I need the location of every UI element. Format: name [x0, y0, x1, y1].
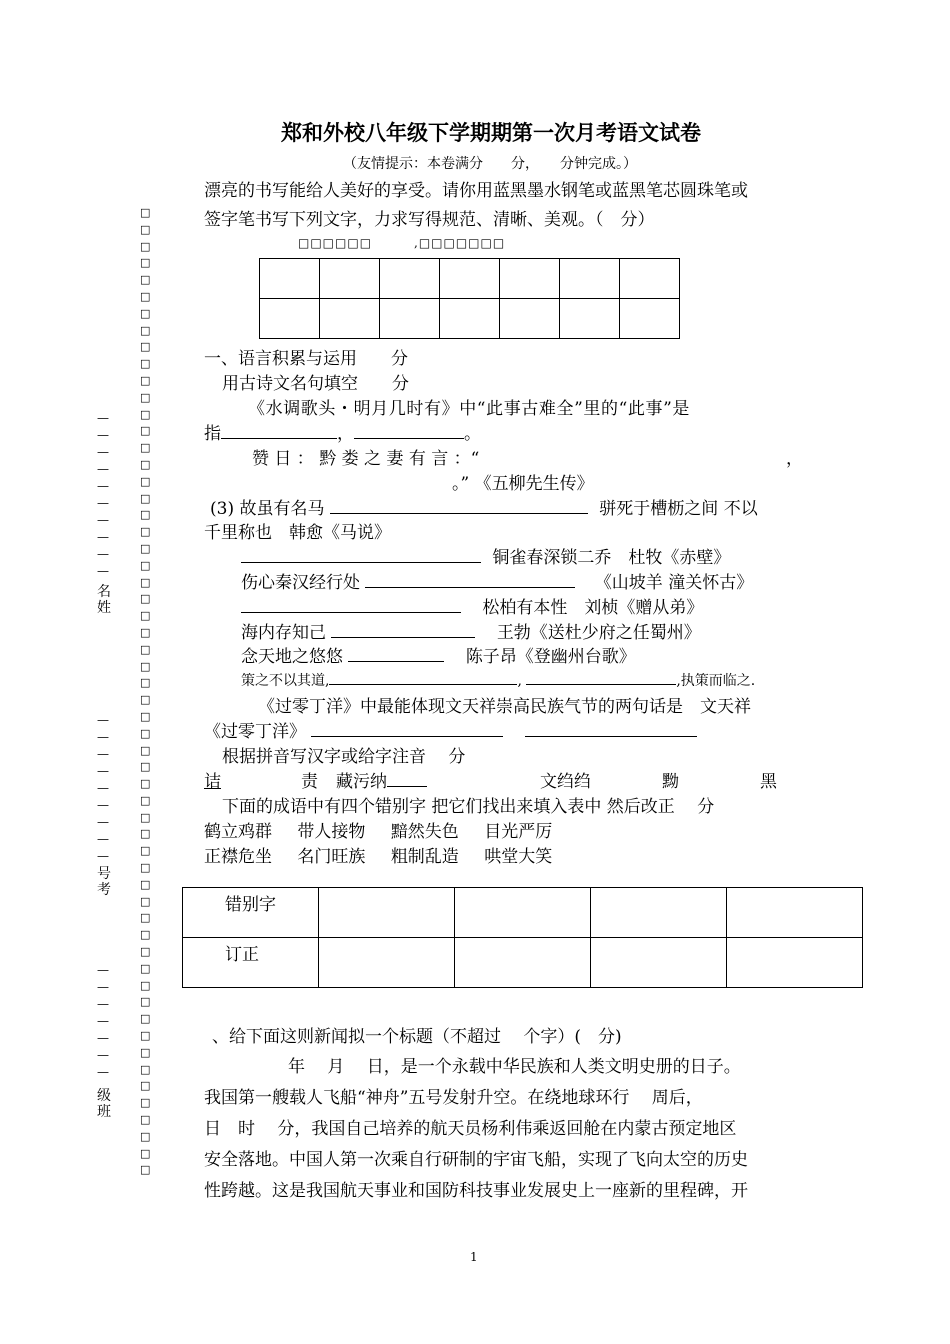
binding-box-glyph: □ — [140, 1079, 151, 1093]
answer-blank[interactable] — [329, 671, 517, 685]
grid-cell[interactable] — [260, 299, 320, 339]
binding-box-glyph: □ — [140, 1045, 151, 1059]
binding-box-glyph: □ — [140, 1062, 151, 1076]
q1-8-suffix: 陈子昂《登幽州台歌》 — [465, 647, 636, 667]
binding-box-glyph: □ — [140, 726, 151, 740]
q1-6-text: 松柏有本性 刘桢《赠从弟》 — [482, 598, 704, 618]
grid-cell[interactable] — [620, 299, 680, 339]
q1-4-text: 铜雀春深锁二乔 杜牧《赤壁》 — [492, 548, 731, 568]
binding-box-glyph: □ — [140, 1113, 151, 1127]
news-paragraph-line4: 安全落地。中国人第一次乘自行研制的宇宙飞船，实现了飞向太空的历史 — [204, 1150, 748, 1170]
q1-2-line-a: 赞 日 ： 黔 娄 之 妻 有 言 ：“ — [252, 449, 480, 469]
q2-item-6: 黑 — [760, 772, 777, 792]
q1-2-line-b: 。” 《五柳先生传》 — [452, 474, 594, 494]
q1-3-prefix: (3) 故虽有名马 — [210, 499, 325, 519]
answer-cell[interactable] — [727, 888, 863, 938]
writing-instruction-line2: 签字笔书写下列文字，力求写得规范、清晰、美观。（ 分） — [204, 210, 655, 230]
binding-box-glyph: □ — [140, 541, 151, 555]
q1-1-line-b — [204, 419, 481, 444]
binding-box-glyph: □ — [140, 743, 151, 757]
binding-box-glyph: □ — [140, 609, 151, 623]
binding-line-boxes — [140, 205, 154, 1179]
q1-5-suffix: 《山坡羊 潼关怀古》 — [594, 573, 754, 593]
binding-box-glyph: □ — [140, 928, 151, 942]
binding-box-glyph: □ — [140, 1012, 151, 1026]
grid-cell[interactable] — [500, 299, 560, 339]
answer-blank[interactable] — [331, 621, 475, 638]
binding-box-glyph: □ — [140, 575, 151, 589]
idiom: 目光严厉 — [484, 822, 553, 842]
row-header-correction: 订正 — [183, 938, 319, 988]
row-header-wrong-char: 错别字 — [183, 888, 319, 938]
binding-box-glyph: □ — [140, 642, 151, 656]
answer-blank[interactable] — [354, 422, 464, 439]
name-label-char: 名 — [97, 584, 111, 600]
q1-5-line — [241, 568, 753, 593]
class-label-char: 级 — [97, 1088, 111, 1104]
answer-blank[interactable] — [311, 720, 503, 737]
q1-4-line — [241, 543, 730, 568]
idiom: 粗制乱造 — [390, 847, 459, 867]
idiom: 带人接物 — [297, 822, 366, 842]
binding-box-glyph: □ — [140, 525, 151, 539]
binding-box-glyph: □ — [140, 945, 151, 959]
grid-cell[interactable] — [380, 299, 440, 339]
grid-cell[interactable] — [560, 259, 620, 299]
idiom-row-2 — [204, 842, 552, 867]
q1-10-prefix: 《过零丁洋》 — [204, 722, 306, 742]
answer-cell[interactable] — [591, 888, 727, 938]
binding-box-glyph: □ — [140, 474, 151, 488]
q1-6-line — [241, 593, 703, 618]
grid-cell[interactable] — [500, 259, 560, 299]
binding-box-glyph: □ — [140, 693, 151, 707]
idiom: 正襟危坐 — [204, 847, 272, 867]
grid-cell[interactable] — [320, 259, 380, 299]
question2-heading: 根据拼音写汉字或给字注音 分 — [222, 747, 466, 767]
q2-item-5: 黝 — [662, 772, 679, 792]
answer-cell[interactable] — [455, 938, 591, 988]
binding-box-glyph: □ — [140, 894, 151, 908]
q1-8-prefix: 念天地之悠悠 — [241, 647, 343, 667]
q1-9-mid: , — [517, 673, 522, 689]
exam-number-dash-line: — — — — — — — — — — [97, 713, 109, 863]
q1-3-line-a — [210, 494, 758, 519]
page-title: 郑和外校八年级下学期期第一次月考语文试卷 — [281, 121, 701, 145]
answer-cell[interactable] — [455, 888, 591, 938]
binding-box-glyph: □ — [140, 978, 151, 992]
name-dash-line: — — — — — — — — — — — [97, 411, 109, 578]
section1-heading: 一、语言积累与运用 分 — [204, 349, 408, 369]
binding-box-glyph: □ — [140, 760, 151, 774]
question1-heading: 用古诗文名句填空 分 — [222, 374, 409, 394]
q1-7-suffix: 王勃《送杜少府之任蜀州》 — [496, 623, 701, 643]
binding-box-glyph: □ — [140, 273, 151, 287]
binding-box-glyph: □ — [140, 659, 151, 673]
q1-9-prefix: 策之不以其道, — [241, 673, 330, 689]
grid-cell[interactable] — [440, 259, 500, 299]
binding-box-glyph: □ — [140, 357, 151, 371]
binding-box-glyph: □ — [140, 911, 151, 925]
writing-grid — [259, 258, 680, 339]
binding-box-glyph: □ — [140, 390, 151, 404]
name-label — [97, 584, 111, 616]
q1-7-line — [241, 618, 701, 643]
binding-box-glyph: □ — [140, 306, 151, 320]
q1-10-line-b — [204, 717, 697, 742]
q2-item-2: 责 — [301, 772, 318, 792]
idiom: 哄堂大笑 — [484, 847, 553, 867]
binding-box-glyph: □ — [140, 491, 151, 505]
binding-box-glyph: □ — [140, 206, 151, 219]
idiom: 名门旺族 — [297, 847, 366, 867]
binding-box-glyph: □ — [140, 793, 151, 807]
idiom: 黯然失色 — [390, 822, 459, 842]
binding-box-glyph: □ — [140, 239, 151, 253]
question3-heading: 下面的成语中有四个错别字 把它们找出来填入表中 然后改正 分 — [222, 797, 715, 817]
answer-blank[interactable] — [241, 596, 461, 613]
answer-blank[interactable] — [348, 645, 444, 662]
binding-box-glyph: □ — [140, 441, 151, 455]
q1-8-line — [241, 642, 636, 667]
news-heading: 、给下面这则新闻拟一个标题（不超过 个字）( 分) — [212, 1027, 622, 1047]
grid-cell[interactable] — [380, 259, 440, 299]
name-label-char: 姓 — [97, 600, 111, 616]
exam-label-char: 号 — [97, 866, 111, 882]
q1-2-comma: ， — [786, 449, 803, 469]
q1-1-prefix: 指 — [204, 424, 221, 444]
binding-box-glyph: □ — [140, 810, 151, 824]
exam-label-char: 考 — [97, 882, 111, 898]
q1-7-prefix: 海内存知己 — [241, 623, 326, 643]
copy-text-right: ,□□□□□□□ — [414, 236, 506, 250]
class-dash-line: — — — — — — — — [97, 963, 109, 1079]
binding-box-glyph: □ — [140, 340, 151, 354]
q1-3-line-b: 千里称也 韩愈《马说》 — [204, 523, 391, 543]
binding-box-glyph: □ — [140, 676, 151, 690]
q1-3-suffix: 骈死于槽枥之间 不以 — [599, 499, 758, 519]
q2-item-3 — [336, 767, 427, 792]
class-label-char: 班 — [97, 1104, 111, 1120]
grid-cell[interactable] — [560, 299, 620, 339]
q1-10-line-a: 《过零丁洋》中最能体现文天祥崇高民族气节的两句话是 文天祥 — [258, 697, 751, 717]
news-paragraph-line3: 日 时 分，我国自己培养的航天员杨利伟乘返回舱在内蒙古预定地区 — [204, 1119, 737, 1139]
q1-5-prefix: 伤心秦汉经行处 — [241, 573, 360, 593]
news-paragraph-line1: 年 月 日，是一个永载中华民族和人类文明史册的日子。 — [288, 1057, 741, 1077]
binding-box-glyph: □ — [140, 844, 151, 858]
binding-box-glyph: □ — [140, 827, 151, 841]
answer-cell[interactable] — [319, 888, 455, 938]
grid-cell[interactable] — [320, 299, 380, 339]
binding-box-glyph: □ — [140, 961, 151, 975]
binding-box-glyph: □ — [140, 508, 151, 522]
subtitle: （友情提示：本卷满分 分， 分钟完成。） — [343, 156, 637, 172]
q1-1-line-a: 《水调歌头・明月几时有》中“此事古难全”里的“此事”是 — [248, 399, 690, 419]
q2-item-4: 文绉绉 — [540, 772, 591, 792]
binding-box-glyph: □ — [140, 861, 151, 875]
binding-box-glyph: □ — [140, 558, 151, 572]
binding-box-glyph: □ — [140, 592, 151, 606]
answer-blank[interactable] — [526, 671, 676, 685]
binding-box-glyph: □ — [140, 323, 151, 337]
q1-1-end: 。 — [464, 424, 481, 444]
binding-box-glyph: □ — [140, 709, 151, 723]
news-paragraph-line5: 性跨越。这是我国航天事业和国防科技事业发展史上一座新的里程碑，开 — [204, 1181, 748, 1201]
binding-box-glyph: □ — [140, 373, 151, 387]
binding-box-glyph: □ — [140, 407, 151, 421]
q1-9-suffix: ,执策而临之. — [676, 673, 756, 689]
exam-number-label — [97, 866, 111, 898]
grid-cell[interactable] — [620, 259, 680, 299]
answer-blank[interactable] — [221, 422, 337, 439]
binding-box-glyph: □ — [140, 1163, 151, 1177]
answer-blank[interactable] — [365, 571, 575, 588]
answer-blank[interactable] — [525, 720, 697, 737]
correction-table — [182, 887, 863, 988]
class-label — [97, 1088, 111, 1120]
writing-instruction-line1: 漂亮的书写能给人美好的享受。请你用蓝黑墨水钢笔或蓝黑笔芯圆珠笔或 — [204, 181, 748, 201]
binding-box-glyph: □ — [140, 424, 151, 438]
answer-cell[interactable] — [727, 938, 863, 988]
binding-box-glyph: □ — [140, 625, 151, 639]
q1-1-comma: ， — [337, 424, 354, 444]
binding-box-glyph: □ — [140, 877, 151, 891]
binding-box-glyph: □ — [140, 777, 151, 791]
idiom-row-1 — [204, 817, 552, 842]
binding-box-glyph: □ — [140, 222, 151, 236]
q2-item-1: 诘 — [204, 772, 221, 792]
q2-item-3-text: 藏污纳 — [336, 772, 387, 792]
binding-box-glyph: □ — [140, 1129, 151, 1143]
answer-blank[interactable] — [330, 497, 588, 514]
binding-box-glyph: □ — [140, 1029, 151, 1043]
answer-blank[interactable] — [241, 546, 481, 563]
copy-text-left: □□□□□□ — [298, 236, 373, 250]
binding-box-glyph: □ — [140, 457, 151, 471]
binding-box-glyph: □ — [140, 256, 151, 270]
answer-cell[interactable] — [319, 938, 455, 988]
answer-blank[interactable] — [387, 770, 427, 787]
binding-box-glyph: □ — [140, 289, 151, 303]
grid-cell[interactable] — [440, 299, 500, 339]
answer-cell[interactable] — [591, 938, 727, 988]
binding-box-glyph: □ — [140, 995, 151, 1009]
grid-cell[interactable] — [260, 259, 320, 299]
news-paragraph-line2: 我国第一艘载人飞船“神舟”五号发射升空。在绕地球环行 周后， — [204, 1088, 703, 1108]
idiom: 鹤立鸡群 — [204, 822, 272, 842]
page-number: 1 — [470, 1250, 478, 1264]
binding-box-glyph: □ — [140, 1096, 151, 1110]
q1-9-line — [241, 670, 755, 690]
binding-box-glyph: □ — [140, 1146, 151, 1160]
